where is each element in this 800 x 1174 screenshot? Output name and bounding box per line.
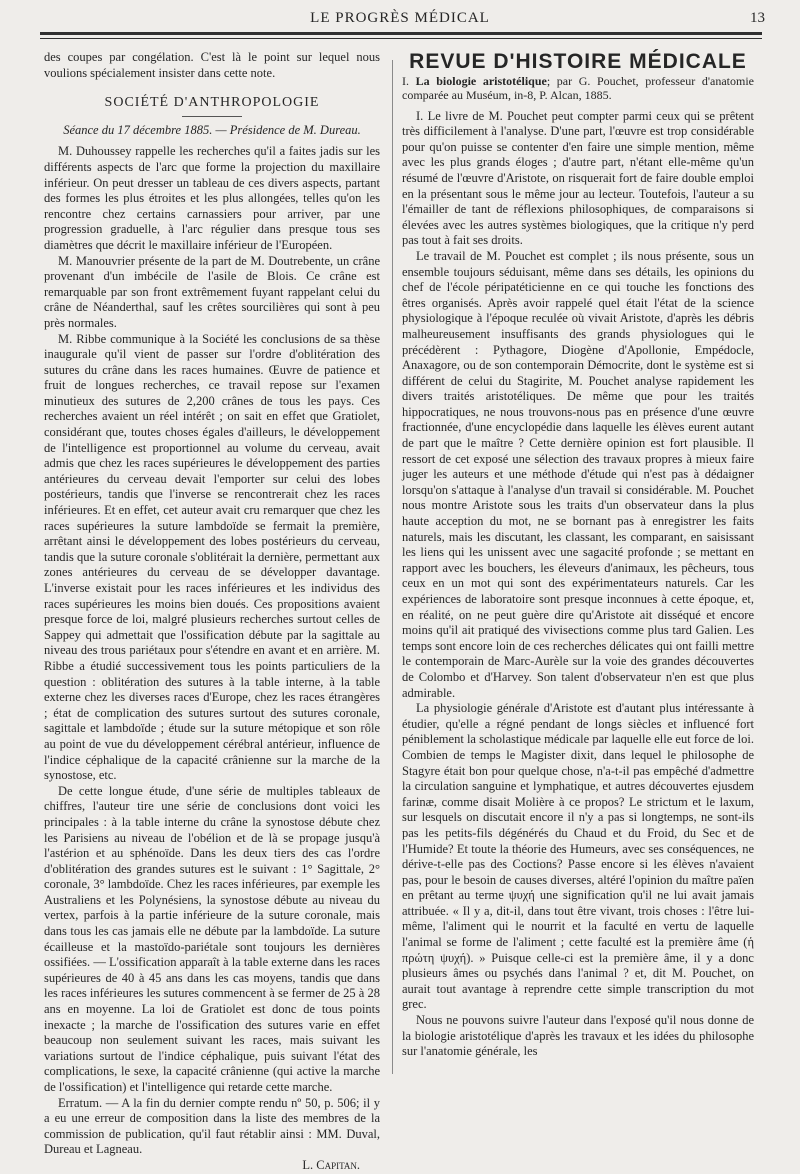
bib-details: ; par G. Pouchet, professeur d'anatomie comparée au Muséum, in-8, P. Alcan, 1885. [402,73,755,103]
meeting-line: Séance du 17 décembre 1885. — Présidence de M. Dureau. [63,122,361,137]
header-rule-thin [40,38,762,39]
column-separator [392,60,393,1074]
header-rule-thick [40,32,762,35]
signature: L. Capitan. [302,1157,360,1172]
left-paragraph: M. Manouvrier présente de la part de M. Doutrebente, un crâne provenant d'un imbécile de l'asile de Blois. Ce crâne est remarquable par son front extrêmement fuyant rappelant celui du crâne de Néanderthal, sauf les crêtes sourcilières qui sont à peu près normales. [44,253,380,330]
right-column [402,50,754,1094]
left-column [44,50,380,1172]
bibliography-entry [402,74,754,103]
erratum-paragraph: Erratum. — A la fin du dernier compte rendu nº 50, p. 506; il y a eu une erreur de composition dans la liste des membres de la commission de publication, qu'il faut rétablir ainsi : MM. Duval, Dureau et Lagneau. [44,1095,380,1157]
intro-paragraph: des coupes par congélation. C'est là le point sur lequel nous voulions spécialement insister dans cette note. [44,50,380,80]
running-header: LE PROGRÈS MÉDICAL [310,10,490,26]
right-paragraph: I. Le livre de M. Pouchet peut compter parmi ceux qui se prêtent très difficilement à l'analyse. D'une part, l'œuvre est trop considérable pour qu'on puisse se contenter d'en faire une simple mention, même avec les plus grands éloges ; d'autre part, n'étant elle-même qu'un résumé de l'œuvre d'Aristote, on risquerait fort de faire double emploi en la présentant sous le même jour au lecteur. Toutefois, l'auteur a su l'émailler de tant de réflexions philosophiques, de comparaisons si élevées avec les autres systèmes biologiques, que la critique n'y perd pas tout à fait ses droits. [402,108,754,248]
right-paragraph: Nous ne pouvons suivre l'auteur dans l'exposé qu'il nous donne de la biologie aristotélique d'après les travaux et les idées du philosophe sur l'anatomie générale, les [402,1013,754,1059]
left-paragraph: De cette longue étude, d'une série de multiples tableaux de chiffres, l'auteur tire une série de conclusions dont voici les principales : à la table interne du crâne la synostose débute chez les Parisiens au niveau de l'obélion et de là se propage jusqu'à l'astérion et au sphénoïde. Dans les deux tiers des cas l'ordre d'oblitération des grandes sutures est le suivant : 1° Sagittale, 2° coronale, 3° lambdoïde. Chez les races inférieures, par exemple les Australiens et les Polynésiens, la synostose débute au niveau du vertex, parfois à la partie inférieure de la suture coronale, mais dans tous les cas jamais elle ne débute par la lambdoïde. La suture écailleuse et la mastoïdo-pariétale sont toujours les dernières ossifiées. — L'ossification apparaît à la table externe dans les races supérieures de 40 à 45 ans dans les cas moyens, tandis que dans les races inférieures les sutures commencent à se fermer de 25 à 28 ans en moyenne. La loi de Gratiolet est donc de tous points inexacte ; la marche de l'ossification des sutures varie en effet beaucoup non seulement suivant les races, mais suivant les variations surtout de l'indice céphalique, puis suivant l'état des complications, le sexe, la capacité crânienne (qui active la marche de l'ossification) et l'intelligence qui retarde cette marche. [44,783,380,1094]
section-title-rule [182,116,242,117]
section-title [44,95,380,117]
section-title-text: SOCIÉTÉ D'ANTHROPOLOGIE [104,95,320,111]
bib-title: La biologie aristotélique [415,73,547,88]
review-title: REVUE D'HISTOIRE MÉDICALE [409,50,747,73]
left-paragraph: M. Ribbe communique à la Société les conclusions de sa thèse inaugurale qu'il vient de passer sur l'ordre d'oblitération des sutures du crâne dans les races humaines. Œuvre de patience et fruit de longues recherches, ce travail repose sur l'examen minutieux des sutures de 2,200 crânes de tous les pays. Ces recherches avaient un réel intérêt ; on sait en effet que Gratiolet, considérant que, toutes choses égales d'ailleurs, le développement de l'intelligence est proportionnel au volume du cerveau, avait admis que chez les races supérieures le développement des parties antérieures du cerveau devait l'emporter sur celui des lobes postérieurs, tandis que l'inverse se rencontrerait chez les races inférieures. Et en effet, cet auteur avait cru remarquer que chez les races supérieures la suture lambdoïde se fermait la première, arrêtant ainsi le développement des lobes postérieurs du cerveau, tandis que la suture coronale s'oblitérait la dernière, permettant aux zones antérieures du cerveau de se développer davantage. L'inverse existait pour les races inférieures et les individus des races supérieures les moins bien doués. Ces propositions avaient presque force de loi, malgré plusieurs recherches surtout celles de Sappey qui admettait que l'ossification débute par la sagittale au niveau des trous pariétaux pour s'étendre en avant et en arrière. M. Ribbe a étudié successivement tous les points particuliers de la question : oblitération des sutures à la table interne, à la table externe chez les diverses races d'Europe, chez les races étrangères ; état de complication des sutures surtout des sutures coronale, sagittale et lambdoïde ; étude sur la suture métopique et son rôle au point de vue du développement cérébral antérieur, influence de l'indice céphalique de la capacité crânienne sur la marche de la synostose, etc. [44,331,380,783]
bib-number: I. [402,73,409,88]
right-paragraph: La physiologie générale d'Aristote est d'autant plus intéressante à étudier, qu'elle a régné pendant de longs siècles et influencé fort péniblement la scholastique médicale par laquelle elle eut force de loi. Combien de temps le Magister dixit, dans lequel le philosophe de Stagyre était bon pour quelque chose, n'a-t-il pas empêché d'admettre la circulation sanguine et lymphatique, et autres découvertes ejusdem farinæ, comme disait Molière à ce propos? Le strictum et le laxum, sur lesquels on discutait encore il n'y a pas si longtemps, ne sont-ils pas les petits-fils dégénérés du Chaud et du Froid, du Sec et de l'Humide? Et toute la théorie des Humeurs, avec ses conséquences, ne dérive-t-elle pas des Coctions? Passe encore si les élèves n'avaient pas, pour le besoin de causes diverses, altéré l'opinion du maître païen en prêtant au terme ψυχή une signification qu'il ne lui avait jamais attribuée. « Il y a, dit-il, dans tout être vivant, trois choses : l'être lui-même, l'aliment qui le nourrit et la faculté en vertu de laquelle l'animal se forme de l'aliment ; cette faculté est la première âme (ἡ πρώτη ψυχή). » Puisque celle-ci est la première âme, il y a donc plusieurs âmes ou psychés dans l'animal ? et, dit M. Pouchet, on aurait tout avantage à reprendre cette simple transcription du mot grec. [402,701,754,1012]
right-paragraph: Le travail de M. Pouchet est complet ; ils nous présente, sous un ensemble toujours séduisant, même dans ses détails, les opinions du chef de l'école péripatéticienne en ce qui touche les fonctions des êtres organisés. Après avoir rappelé quel était l'état de la science physiologique à l'époque reculée où vivait Aristote, d'après les débris malheureusement insuffisants des grands physiologues qui le précédèrent : Pythagore, Diogène d'Apollonie, Empédocle, Anaxagore, ou de son contemporain Démocrite, dont le système est si différent de celui du Stagirite, M. Pouchet analyse rapidement les divers traités aristotéliques. De même que pour les traités hippocratiques, ne nous trouvons-nous pas en présence d'une œuvre fractionnée, d'une encyclopédie dans laquelle les élèves eurent autant de part que le maître ? Cette dernière opinion est fort plausible. Il ressort de cet exposé une sélection des travaux propres à mieux faire juger les auteurs et une méthode d'étude qui n'est pas à dédaigner lorsqu'on s'attaque à l'analyse d'un travail si considérable. M. Pouchet nous montre Aristote sous les traits d'un observateur dans la plus haute acception du mot, ne se bornant pas à enregistrer les faits naturels, mais les discutant, les classant, les comparant, en saisissant les liens qui les unissent avec une sagacité profonde ; se mettant en rapport avec les bouchers, les éleveurs d'animaux, les pêcheurs, tous ceux en un mot qui sont des expérimentateurs naturels. Car les expériences de laboratoire sont presque inconnues à cette époque, et, en réalité, on ne peut guère dire qu'Aristote ait disséqué et encore moins qu'il ait pratiqué des vivisections comme plus tard Galien. Les temps sont encore loin de ces recherches délicates qui ont failli mettre le contemporain de Marc-Aurèle sur la voie des grandes découvertes de Colombo et d'Harvey. Son talent d'observateur n'en est que plus admirable. [402,248,754,700]
page-number: 13 [750,10,765,26]
left-paragraph: M. Duhoussey rappelle les recherches qu'il a faites jadis sur les différents aspects de l'arc que forme la projection du maxillaire inférieur. On peut dresser un tableau de ces divers aspects, partant des formes les plus étroites et les plus allongées, telles qu'on les rencontre chez certains carnassiers pour arriver, par une progression graduelle, à l'arc régulier dans presque tous ses diamètres que décrit le maxillaire inférieur de l'Européen. [44,144,380,252]
